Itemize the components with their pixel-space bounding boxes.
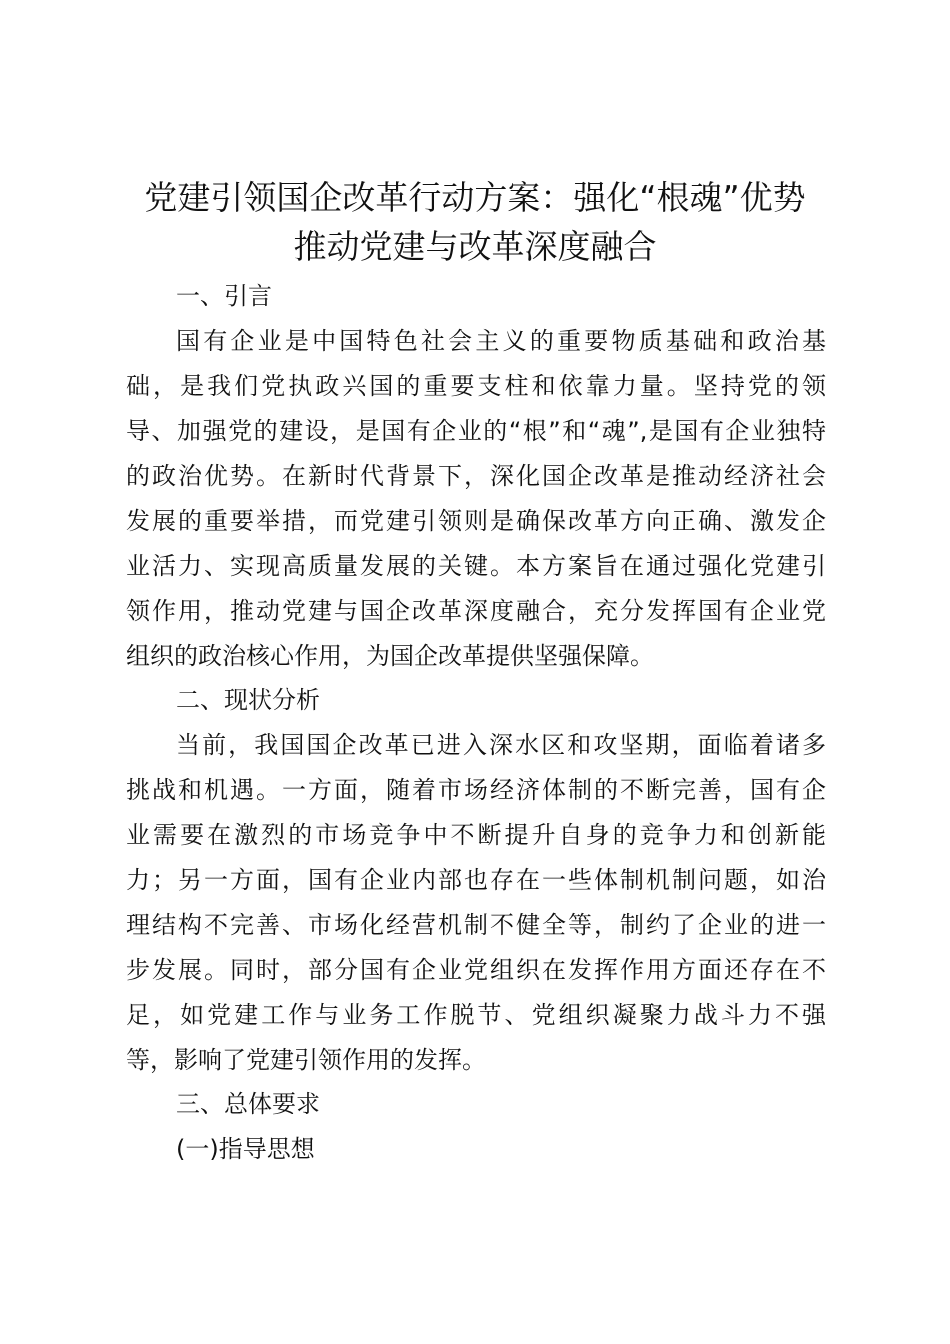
paragraph-line: 组织的政治核心作用，为国企改革提供坚强保障。 xyxy=(126,642,654,670)
paragraph-line: 业需要在激烈的市场竞争中不断提升自身的竞争力和创新能 xyxy=(126,821,826,849)
document-title-line-2: 推动党建与改革深度融合 xyxy=(293,227,657,266)
paragraph-line: 导、加强党的建设，是国有企业的“根”和“魂”,是国有企业独特 xyxy=(126,417,826,445)
paragraph-line: 国有企业是中国特色社会主义的重要物质基础和政治基 xyxy=(176,327,826,355)
section-heading-introduction: 一、引言 xyxy=(176,282,272,310)
paragraph-line: 的政治优势。在新时代背景下，深化国企改革是推动经济社会 xyxy=(126,462,826,490)
paragraph-line: 等，影响了党建引领作用的发挥。 xyxy=(126,1046,486,1074)
paragraph-line: 力；另一方面，国有企业内部也存在一些体制机制问题，如治 xyxy=(126,866,826,894)
paragraph-line: 步发展。同时，部分国有企业党组织在发挥作用方面还存在不 xyxy=(126,956,826,984)
paragraph-line: 领作用，推动党建与国企改革深度融合，充分发挥国有企业党 xyxy=(126,597,826,625)
document-title-line-1: 党建引领国企改革行动方案：强化“根魂”优势 xyxy=(144,178,806,217)
paragraph-line: 业活力、实现高质量发展的关键。本方案旨在通过强化党建引 xyxy=(126,552,826,580)
paragraph-line: 础，是我们党执政兴国的重要支柱和依靠力量。坚持党的领 xyxy=(126,372,826,400)
paragraph-line: 发展的重要举措，而党建引领则是确保改革方向正确、激发企 xyxy=(126,507,826,535)
section-heading-overall-requirements: 三、总体要求 xyxy=(176,1090,320,1118)
paragraph-line: 理结构不完善、市场化经营机制不健全等，制约了企业的进一 xyxy=(126,911,826,939)
paragraph-line: 挑战和机遇。一方面，随着市场经济体制的不断完善，国有企 xyxy=(126,776,826,804)
section-heading-status-analysis: 二、现状分析 xyxy=(176,686,320,714)
paragraph-line: 当前，我国国企改革已进入深水区和攻坚期，面临着诸多 xyxy=(176,731,826,759)
subsection-heading-guiding-ideology: (一)指导思想 xyxy=(176,1135,315,1163)
paragraph-line: 足，如党建工作与业务工作脱节、党组织凝聚力战斗力不强 xyxy=(126,1001,826,1029)
